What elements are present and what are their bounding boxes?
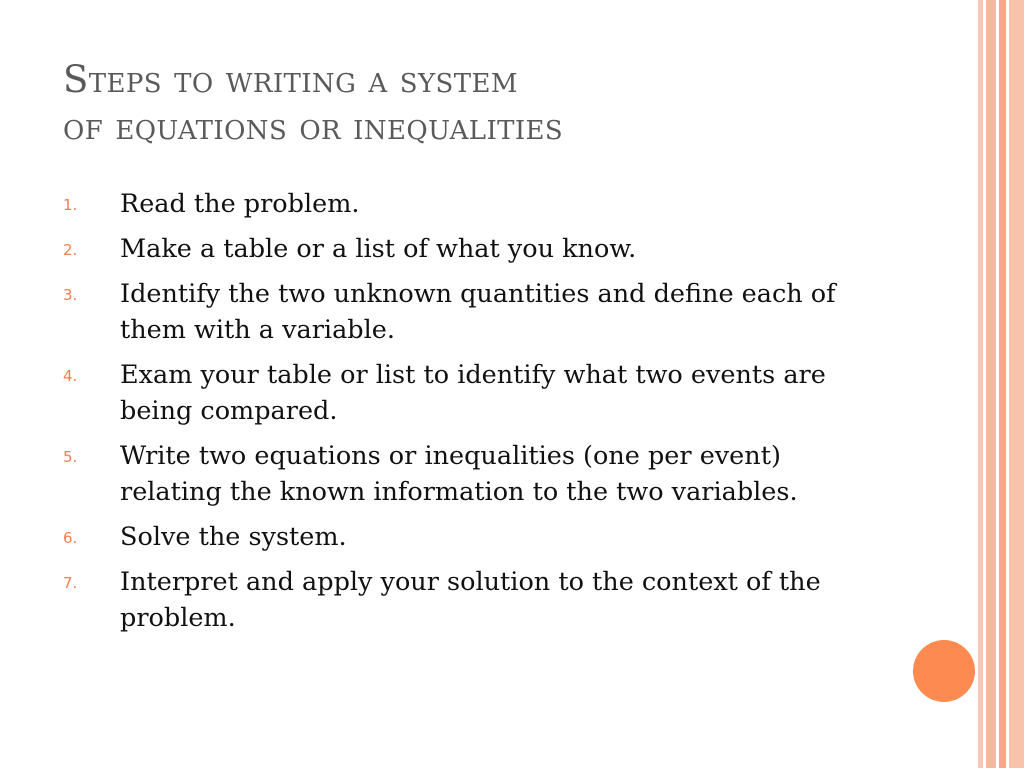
list-item xyxy=(0,231,900,267)
decorative-stripe xyxy=(999,0,1006,768)
list-item-text: Solve the system. xyxy=(120,522,347,552)
list-item-number: 7. xyxy=(63,574,78,592)
list-item-text: Read the problem. xyxy=(120,189,360,219)
list-item xyxy=(0,519,900,555)
list-item-text: Identify the two unknown quantities and define each of them with a variable. xyxy=(120,279,836,345)
list-item xyxy=(0,564,900,636)
list-item xyxy=(0,276,900,348)
list-item xyxy=(0,186,900,222)
steps-list xyxy=(0,186,900,645)
accent-circle xyxy=(913,640,975,702)
decorative-stripe xyxy=(1009,0,1024,768)
list-item-text: Interpret and apply your solution to the context of the problem. xyxy=(120,567,821,633)
list-item-number: 3. xyxy=(63,286,78,304)
list-item-text: Make a table or a list of what you know. xyxy=(120,234,637,264)
list-item xyxy=(0,357,900,429)
list-item-text: Exam your table or list to identify what two events are being compared. xyxy=(120,360,826,426)
decorative-stripe xyxy=(986,0,996,768)
list-item-number: 2. xyxy=(63,241,78,259)
slide-title xyxy=(63,56,943,150)
list-item-number: 4. xyxy=(63,367,78,385)
slide-title-line-1: Steps to writing a system xyxy=(63,58,518,101)
list-item-number: 5. xyxy=(63,448,78,466)
list-item-number: 1. xyxy=(63,196,78,214)
list-item xyxy=(0,438,900,510)
list-item-text: Write two equations or inequalities (one per event) relating the known information to the two variables. xyxy=(120,441,798,507)
slide-title-line-2: of equations or inequalities xyxy=(63,105,564,148)
list-item-number: 6. xyxy=(63,529,78,547)
